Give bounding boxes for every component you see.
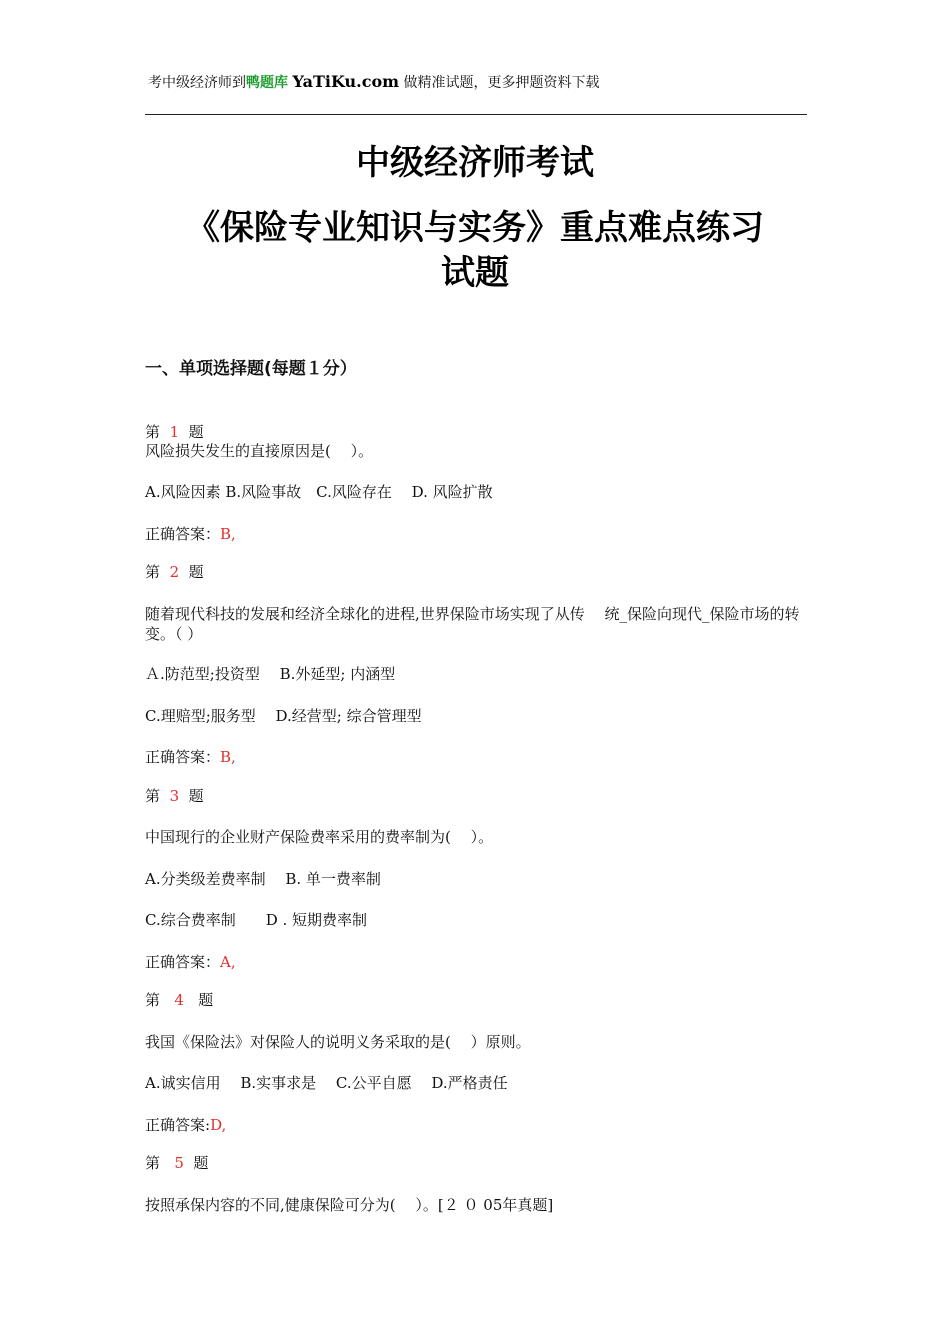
question-number: 5: [174, 1154, 184, 1172]
question-number: 3: [169, 787, 180, 805]
question-2-answer: 正确答案：B,: [145, 748, 236, 766]
question-2-text: 随着现代科技的发展和经济全球化的进程,世界保险市场实现了从传 统_保险向现代_保险市场的转变。（ ）: [145, 605, 800, 643]
title-line-1: 中级经济师考试: [356, 143, 594, 183]
header-brand: 鸭题库: [246, 75, 288, 91]
header-site-link[interactable]: YaTiKu.com: [292, 72, 400, 91]
answer-value: D,: [210, 1116, 227, 1134]
question-5-label: 第 5 题: [145, 1154, 209, 1172]
question-4-text: 我国《保险法》对保险人的说明义务采取的是( ）原则。: [145, 1033, 531, 1051]
question-2-options-2: C.理赔型;服务型 D.经营型; 综合管理型: [145, 707, 422, 725]
question-1-text: 风险损失发生的直接原因是( ）。: [145, 442, 374, 460]
answer-value: B,: [220, 748, 236, 766]
question-1-options: A.风险因素 B.风险事故 C.风险存在 D. 风险扩散: [145, 483, 493, 501]
question-number: 1: [169, 423, 180, 441]
question-5-text: 按照承保内容的不同,健康保险可分为( ）。[２ ０ 05年真题]: [145, 1196, 554, 1214]
question-3-label: 第 3 题: [145, 787, 204, 805]
page-header: [148, 72, 808, 93]
header-suffix: 做精准试题，更多押题资料下载: [403, 75, 600, 91]
question-3-options-2: C.综合费率制 D . 短期费率制: [145, 911, 368, 929]
question-2-options-1: Ａ.防范型;投资型 B.外延型; 内涵型: [145, 665, 396, 683]
question-4-answer: 正确答案:D,: [145, 1116, 227, 1134]
section-heading: 一、单项选择题(每题１分）: [145, 359, 357, 379]
question-3-options-1: A.分类级差费率制 B. 单一费率制: [145, 870, 381, 888]
question-3-text: 中国现行的企业财产保险费率采用的费率制为( ）。: [145, 828, 494, 846]
answer-value: A,: [220, 953, 236, 971]
question-number: 4: [174, 991, 184, 1009]
header-divider: [145, 114, 807, 115]
question-1-label: 第 1 题: [145, 423, 204, 441]
title-line-3: 试题: [441, 253, 509, 293]
answer-value: B,: [220, 525, 236, 543]
question-4-label: 第 4 题: [145, 991, 214, 1009]
question-2-label: 第 2 题: [145, 563, 204, 581]
question-1-answer: 正确答案：B,: [145, 525, 236, 543]
question-4-options: A.诚实信用 B.实事求是 C.公平自愿 D.严格责任: [145, 1074, 508, 1092]
question-number: 2: [169, 563, 180, 581]
question-3-answer: 正确答案：A,: [145, 953, 236, 971]
title-line-2: 《保险专业知识与实务》重点难点练习: [186, 208, 764, 248]
header-prefix: 考中级经济师到: [148, 75, 246, 91]
